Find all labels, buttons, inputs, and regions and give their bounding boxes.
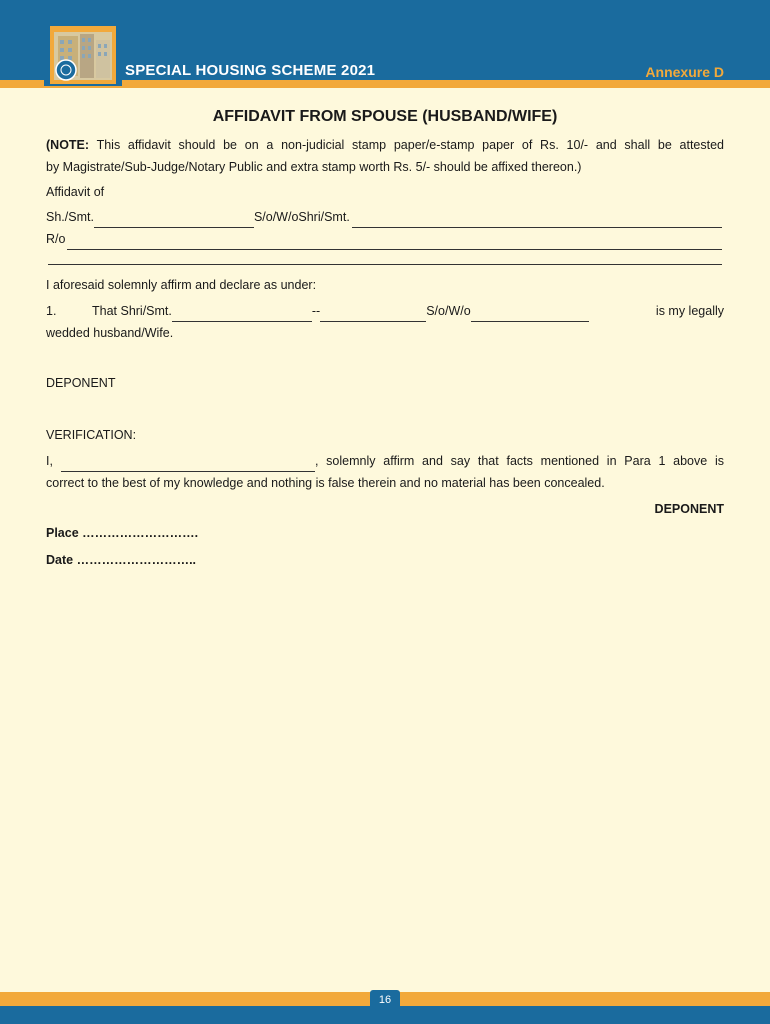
sh-smt-label: Sh./Smt. bbox=[46, 210, 94, 224]
residence-row bbox=[46, 228, 724, 250]
note-paragraph-line1 bbox=[46, 134, 724, 156]
residence-blank[interactable] bbox=[67, 235, 722, 250]
page-number: 16 bbox=[370, 990, 400, 1010]
note-text-line1: This affidavit should be on a non-judicial stamp paper/e-stamp paper of Rs. 10/- and shall be attested bbox=[89, 138, 724, 152]
item1-dash: -- bbox=[311, 304, 321, 318]
deponent-label-2: DEPONENT bbox=[654, 502, 724, 516]
ro-label: R/o bbox=[46, 232, 66, 246]
so-wo-label: S/o/W/oShri/Smt. bbox=[253, 210, 350, 224]
affidavit-of-label: Affidavit of bbox=[46, 185, 105, 199]
item1-row bbox=[46, 300, 724, 322]
note-text-line2: by Magistrate/Sub-Judge/Notary Public and extra stamp worth Rs. 5/- should be affixed thereon.) bbox=[46, 160, 582, 174]
name-row bbox=[46, 206, 724, 228]
residence-row-2 bbox=[46, 250, 724, 265]
item1-that-label: That Shri/Smt. bbox=[92, 304, 172, 318]
note-label: (NOTE: bbox=[46, 138, 90, 152]
spouse-name-blank[interactable] bbox=[172, 307, 312, 322]
document-title: AFFIDAVIT FROM SPOUSE (HUSBAND/WIFE) bbox=[212, 108, 558, 125]
place-field: Place ………………………. bbox=[46, 526, 199, 540]
verification-text: , solemnly affirm and say that facts mentioned in Para 1 above is bbox=[314, 454, 724, 468]
verification-row bbox=[46, 450, 724, 472]
declaration-text: I aforesaid solemnly affirm and declare as under: bbox=[46, 278, 317, 292]
verification-line2: correct to the best of my knowledge and nothing is false therein and no material has been concealed. bbox=[46, 476, 605, 490]
item1-legally-label: is my legally bbox=[655, 304, 724, 318]
date-field: Date ……………………….. bbox=[46, 553, 197, 567]
scheme-logo bbox=[44, 26, 122, 86]
item1-number: 1. bbox=[46, 304, 57, 318]
deponent-label-1: DEPONENT bbox=[46, 376, 116, 390]
annexure-label: Annexure D bbox=[645, 64, 724, 80]
scheme-title: SPECIAL HOUSING SCHEME 2021 bbox=[125, 62, 376, 79]
item1-line2: wedded husband/Wife. bbox=[46, 326, 174, 340]
verification-heading: VERIFICATION: bbox=[46, 428, 137, 442]
item1-so-label: S/o/W/o bbox=[426, 304, 471, 318]
residence-blank-2[interactable] bbox=[48, 250, 722, 265]
spouse-name-blank-2[interactable] bbox=[320, 307, 426, 322]
name-blank[interactable] bbox=[94, 213, 254, 228]
document-page bbox=[0, 88, 770, 992]
parent-name-blank[interactable] bbox=[352, 213, 722, 228]
verifier-name-blank[interactable] bbox=[61, 457, 315, 472]
spouse-parent-blank[interactable] bbox=[471, 307, 589, 322]
verification-i-label: I, bbox=[46, 454, 53, 468]
